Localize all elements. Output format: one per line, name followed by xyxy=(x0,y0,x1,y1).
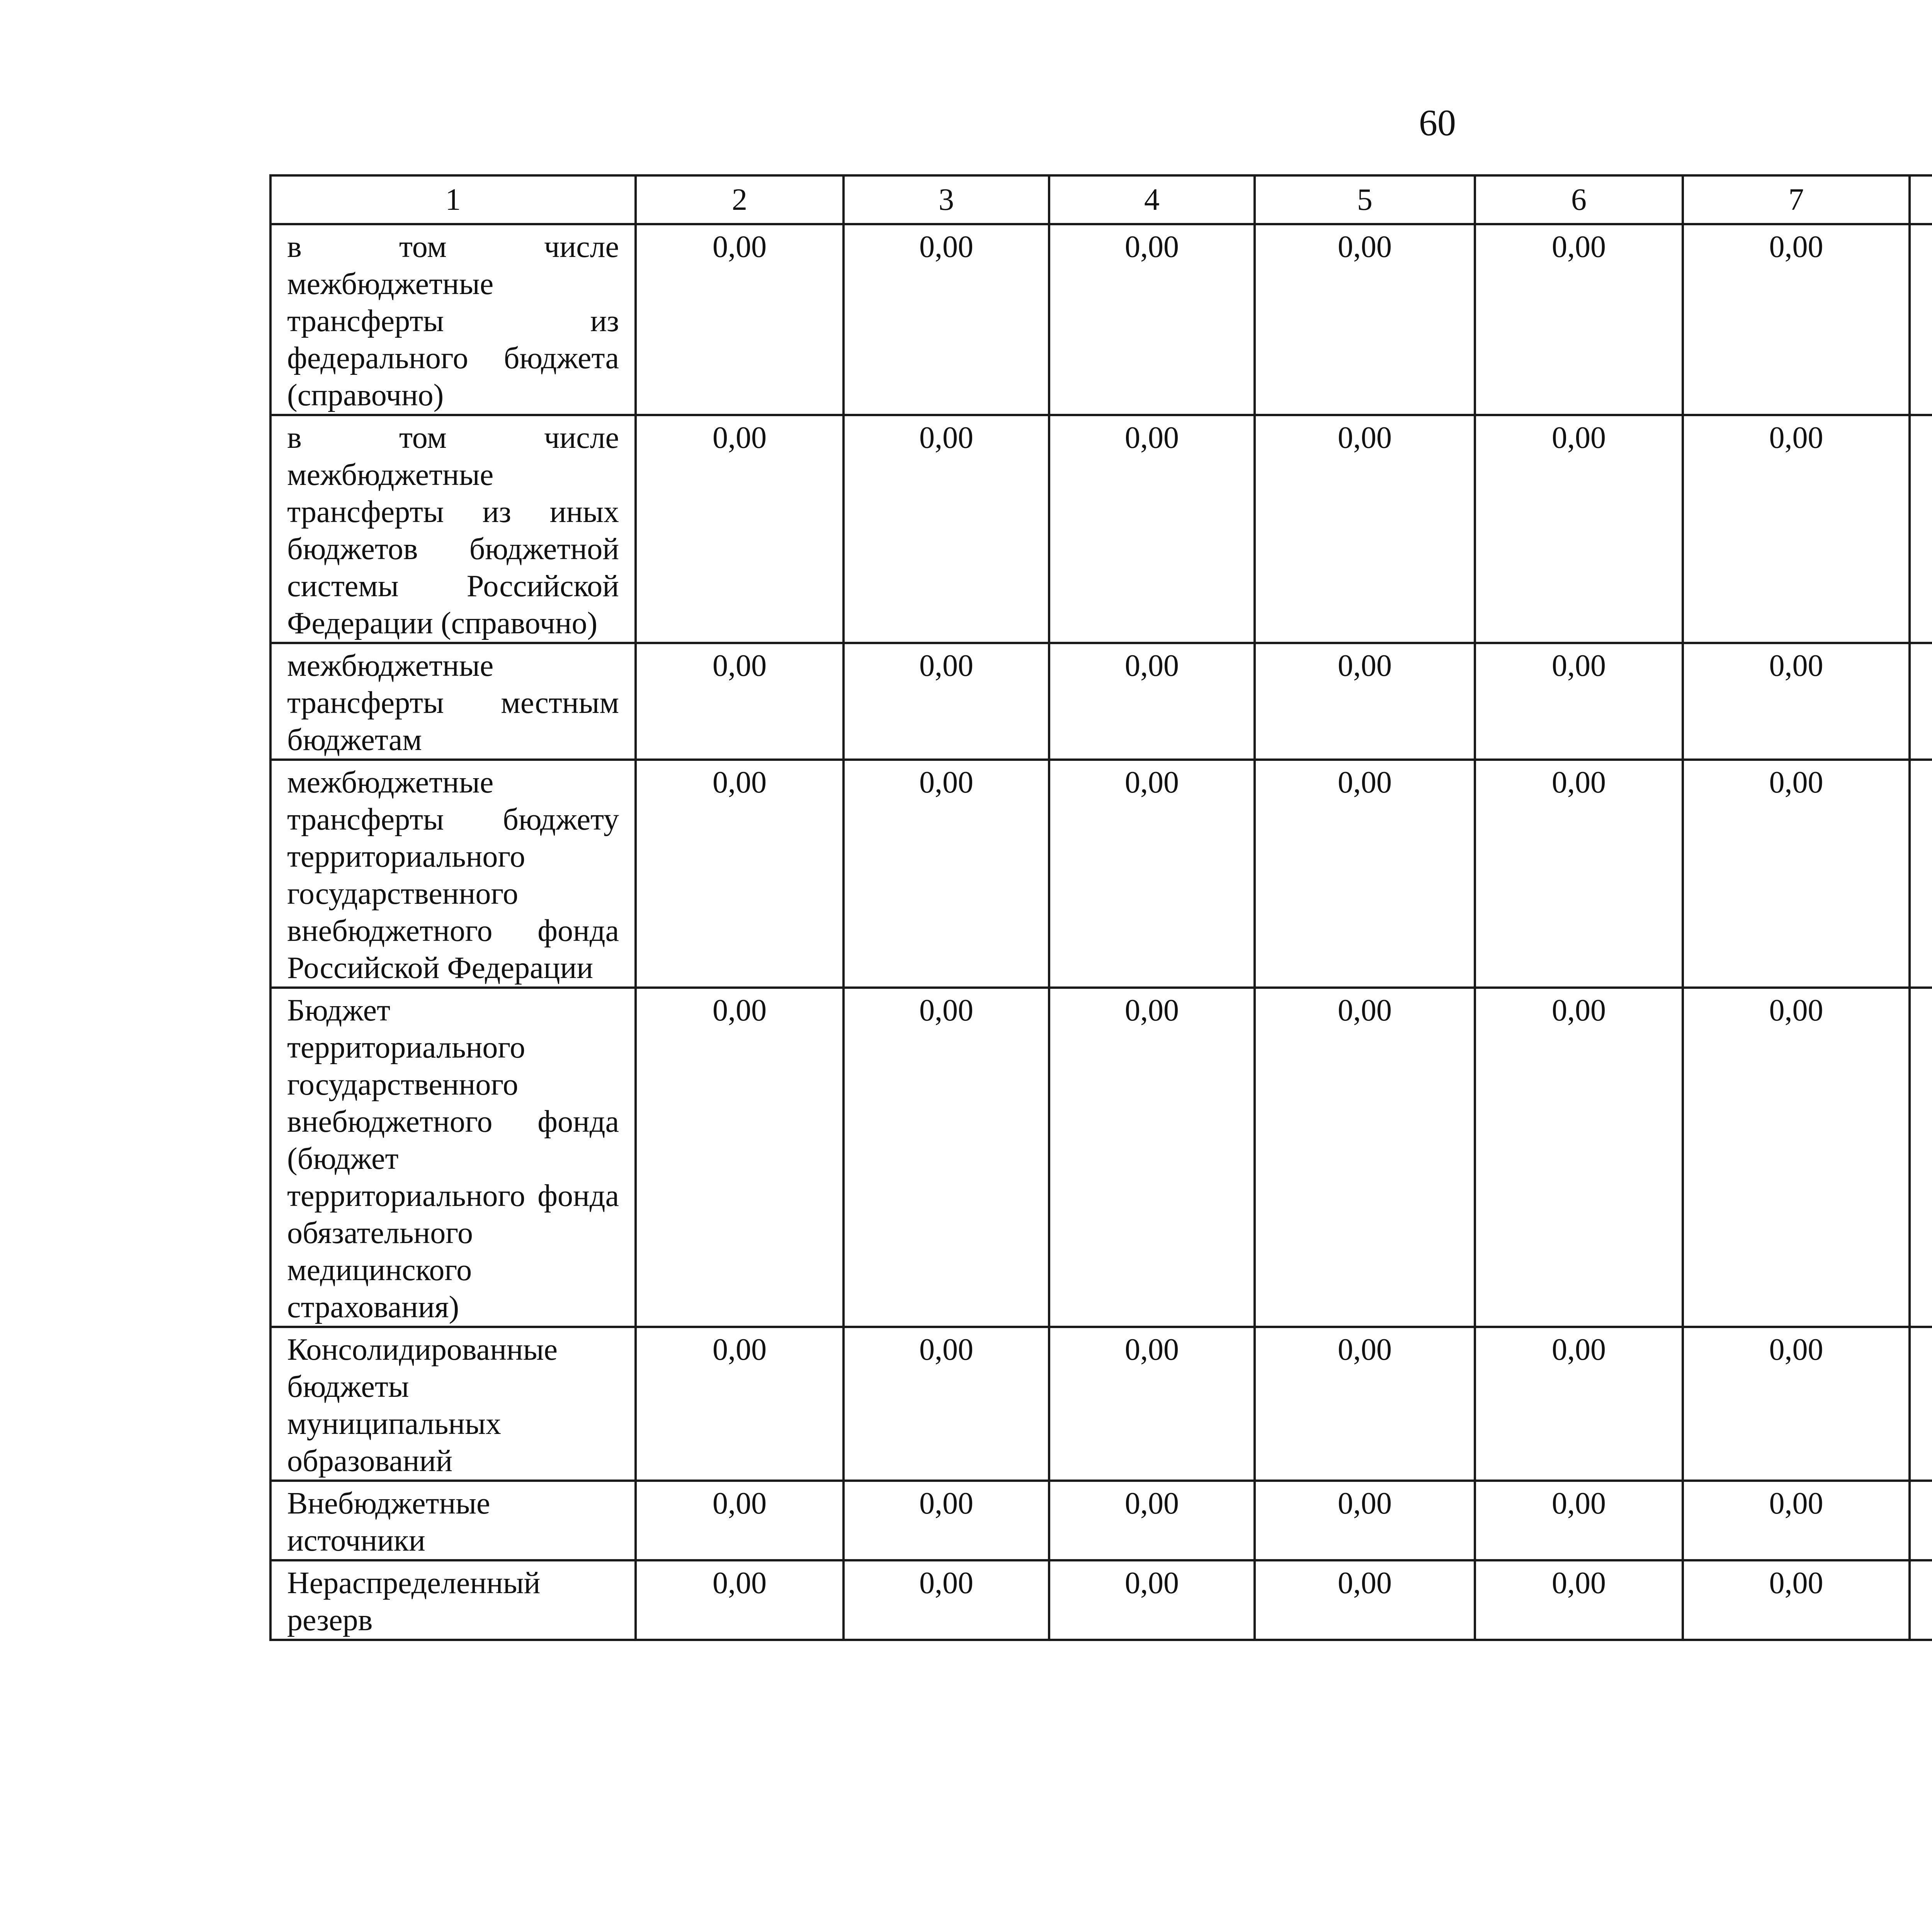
table-cell: 0,00 xyxy=(1255,415,1475,643)
table-cell: 0,00 xyxy=(1475,415,1683,643)
table-cell: 0,00 xyxy=(844,643,1049,760)
table-row xyxy=(270,760,1932,988)
column-header: 1 xyxy=(270,175,636,224)
table-cell: 0,00 xyxy=(636,1560,844,1640)
table-cell: 0,00 xyxy=(1475,224,1683,415)
table-cell: 0,00 xyxy=(636,415,844,643)
table-cell: 0,00 xyxy=(844,1560,1049,1640)
column-header: 4 xyxy=(1049,175,1255,224)
table-cell: 0,00 xyxy=(1475,1560,1683,1640)
table-cell: 0,00 xyxy=(1255,760,1475,988)
table-cell: 0,00 xyxy=(1255,1560,1475,1640)
row-label: Внебюджетные источники xyxy=(270,1481,636,1560)
column-header: 2 xyxy=(636,175,844,224)
row-label: в том числе межбюджетные трансферты из федерального бюджета (справочно) xyxy=(270,224,636,415)
column-header: 6 xyxy=(1475,175,1683,224)
table-cell xyxy=(1910,1560,1932,1640)
page-number: 60 xyxy=(1419,102,1456,143)
column-header: 7 xyxy=(1683,175,1910,224)
table-cell: 0,00 xyxy=(844,415,1049,643)
table-cell: 0,00 xyxy=(844,760,1049,988)
table-cell: 0,00 xyxy=(844,1327,1049,1481)
table-cell: 0,00 xyxy=(844,988,1049,1327)
table-cell: 0,00 xyxy=(1049,1327,1255,1481)
table-cell xyxy=(1910,1481,1932,1560)
table-cell: 0,00 xyxy=(1683,760,1910,988)
row-label: межбюджетные трансферты бюджету территориального государственного внебюджетного фонда Российской Федерации xyxy=(270,760,636,988)
budget-table xyxy=(269,174,1932,1641)
column-header xyxy=(1910,175,1932,224)
table-cell: 0,00 xyxy=(1683,643,1910,760)
table-cell: 0,00 xyxy=(1049,988,1255,1327)
row-label: межбюджетные трансферты местным бюджетам xyxy=(270,643,636,760)
table-cell xyxy=(1910,415,1932,643)
table-cell xyxy=(1910,643,1932,760)
table-cell: 0,00 xyxy=(1049,1481,1255,1560)
table-cell: 0,00 xyxy=(1683,1560,1910,1640)
table-cell xyxy=(1910,988,1932,1327)
table-cell: 0,00 xyxy=(1049,760,1255,988)
table-cell: 0,00 xyxy=(1255,988,1475,1327)
table-row xyxy=(270,1481,1932,1560)
table-cell xyxy=(1910,760,1932,988)
table-cell: 0,00 xyxy=(1255,1481,1475,1560)
table-cell: 0,00 xyxy=(636,643,844,760)
table-cell: 0,00 xyxy=(1049,643,1255,760)
table-cell: 0,00 xyxy=(1049,224,1255,415)
table-cell: 0,00 xyxy=(636,1481,844,1560)
table-cell: 0,00 xyxy=(1475,760,1683,988)
table-cell xyxy=(1910,224,1932,415)
table-cell: 0,00 xyxy=(1683,988,1910,1327)
table-cell: 0,00 xyxy=(636,1327,844,1481)
table-cell: 0,00 xyxy=(1683,1481,1910,1560)
table-row xyxy=(270,1327,1932,1481)
table-cell: 0,00 xyxy=(1683,415,1910,643)
table-row xyxy=(270,224,1932,415)
table-cell: 0,00 xyxy=(1255,643,1475,760)
column-header: 3 xyxy=(844,175,1049,224)
table-cell: 0,00 xyxy=(844,224,1049,415)
table-cell: 0,00 xyxy=(1255,1327,1475,1481)
table-cell: 0,00 xyxy=(636,760,844,988)
table-cell: 0,00 xyxy=(1049,415,1255,643)
table-cell: 0,00 xyxy=(1475,643,1683,760)
row-label: Бюджет территориального государственного внебюджетного фонда (бюджет территориального фонда обязательного медицинского страхования) xyxy=(270,988,636,1327)
header-row xyxy=(270,175,1932,224)
table-cell: 0,00 xyxy=(1683,1327,1910,1481)
table-cell: 0,00 xyxy=(636,224,844,415)
row-label: в том числе межбюджетные трансферты из иных бюджетов бюджетной системы Российской Федерации (справочно) xyxy=(270,415,636,643)
table-row xyxy=(270,988,1932,1327)
table-cell: 0,00 xyxy=(1475,1481,1683,1560)
table-cell: 0,00 xyxy=(1475,1327,1683,1481)
column-header: 5 xyxy=(1255,175,1475,224)
table-cell: 0,00 xyxy=(1683,224,1910,415)
table-cell: 0,00 xyxy=(636,988,844,1327)
table-row xyxy=(270,643,1932,760)
table-cell xyxy=(1910,1327,1932,1481)
table-row xyxy=(270,415,1932,643)
table-cell: 0,00 xyxy=(1475,988,1683,1327)
table-row xyxy=(270,1560,1932,1640)
table-cell: 0,00 xyxy=(1049,1560,1255,1640)
table-cell: 0,00 xyxy=(1255,224,1475,415)
row-label: Консолидированные бюджеты муниципальных образований xyxy=(270,1327,636,1481)
row-label: Нераспределенный резерв xyxy=(270,1560,636,1640)
table-cell: 0,00 xyxy=(844,1481,1049,1560)
